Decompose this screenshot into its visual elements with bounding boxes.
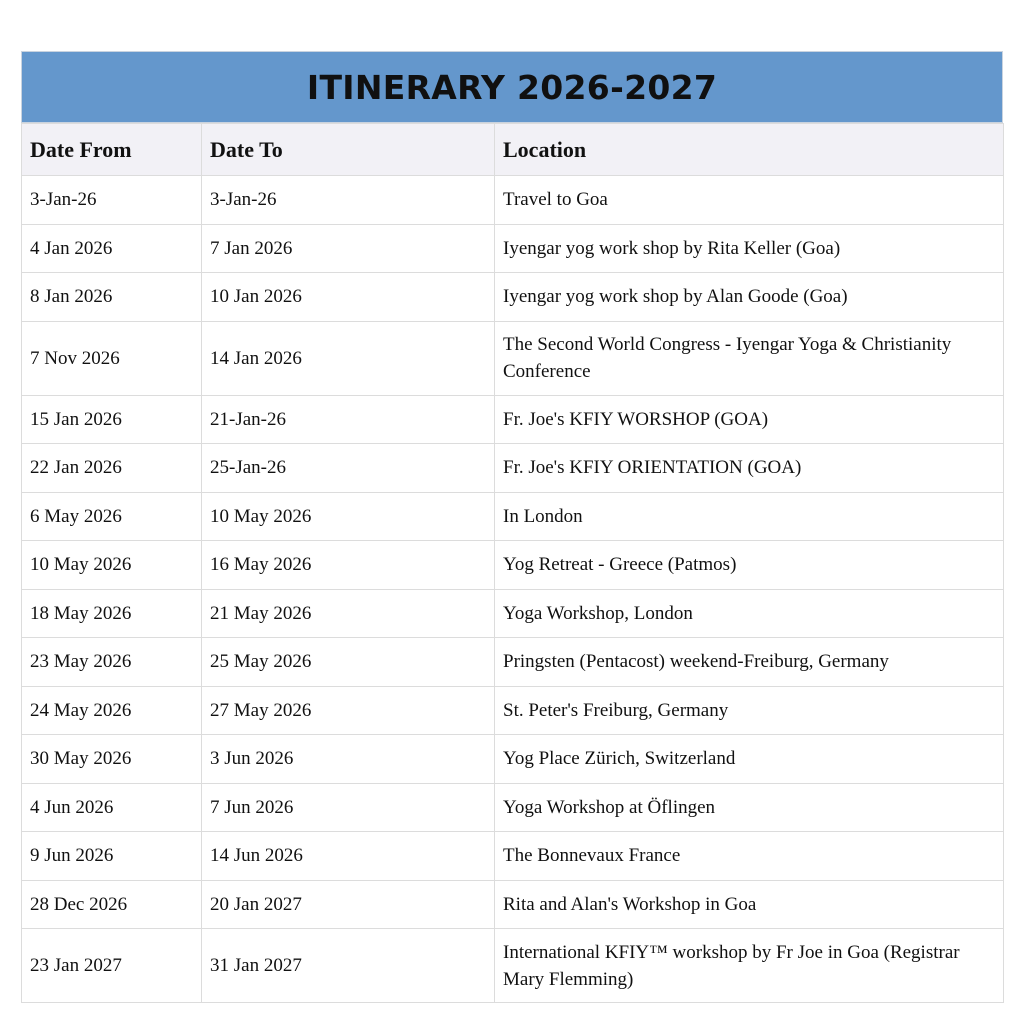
date-from-cell: 18 May 2026 (22, 589, 202, 638)
table-row (22, 783, 1004, 832)
date-from-cell: 8 Jan 2026 (22, 273, 202, 322)
date-from-cell: 4 Jan 2026 (22, 224, 202, 273)
date-from-cell: 23 May 2026 (22, 638, 202, 687)
location-cell: Travel to Goa (495, 176, 1004, 225)
location-cell: St. Peter's Freiburg, Germany (495, 686, 1004, 735)
column-header-location: Location (495, 124, 1004, 176)
table-row (22, 880, 1004, 929)
date-from-cell: 9 Jun 2026 (22, 832, 202, 881)
table-row (22, 224, 1004, 273)
location-cell: Yoga Workshop at Öflingen (495, 783, 1004, 832)
date-from-cell: 7 Nov 2026 (22, 321, 202, 395)
column-header-date-from: Date From (22, 124, 202, 176)
table-row (22, 541, 1004, 590)
table-row (22, 321, 1004, 395)
table-row (22, 589, 1004, 638)
location-cell: The Second World Congress - Iyengar Yoga & Christianity Conference (495, 321, 1004, 395)
date-to-cell: 14 Jan 2026 (202, 321, 495, 395)
date-from-cell: 24 May 2026 (22, 686, 202, 735)
date-to-cell: 31 Jan 2027 (202, 929, 495, 1003)
location-cell: Fr. Joe's KFIY WORSHOP (GOA) (495, 395, 1004, 444)
date-from-cell: 10 May 2026 (22, 541, 202, 590)
table-row (22, 273, 1004, 322)
table-row (22, 638, 1004, 687)
header-row (22, 124, 1004, 176)
date-from-cell: 22 Jan 2026 (22, 444, 202, 493)
date-from-cell: 4 Jun 2026 (22, 783, 202, 832)
page-title: ITINERARY 2026-2027 (306, 67, 718, 107)
location-cell: International KFIY™ workshop by Fr Joe in Goa (Registrar Mary Flemming) (495, 929, 1004, 1003)
date-to-cell: 21 May 2026 (202, 589, 495, 638)
title-banner (21, 51, 1003, 123)
date-to-cell: 20 Jan 2027 (202, 880, 495, 929)
date-from-cell: 15 Jan 2026 (22, 395, 202, 444)
location-cell: Yog Place Zürich, Switzerland (495, 735, 1004, 784)
table-row (22, 395, 1004, 444)
date-from-cell: 30 May 2026 (22, 735, 202, 784)
date-from-cell: 6 May 2026 (22, 492, 202, 541)
location-cell: Yog Retreat - Greece (Patmos) (495, 541, 1004, 590)
date-to-cell: 10 Jan 2026 (202, 273, 495, 322)
date-to-cell: 14 Jun 2026 (202, 832, 495, 881)
table-row (22, 929, 1004, 1003)
date-to-cell: 27 May 2026 (202, 686, 495, 735)
date-from-cell: 23 Jan 2027 (22, 929, 202, 1003)
location-cell: Iyengar yog work shop by Rita Keller (Goa) (495, 224, 1004, 273)
table-row (22, 492, 1004, 541)
location-cell: Iyengar yog work shop by Alan Goode (Goa) (495, 273, 1004, 322)
table-row (22, 176, 1004, 225)
location-cell: The Bonnevaux France (495, 832, 1004, 881)
location-cell: Rita and Alan's Workshop in Goa (495, 880, 1004, 929)
date-to-cell: 10 May 2026 (202, 492, 495, 541)
date-to-cell: 25 May 2026 (202, 638, 495, 687)
table-row (22, 735, 1004, 784)
date-to-cell: 3 Jun 2026 (202, 735, 495, 784)
itinerary-sheet (21, 51, 1003, 1003)
location-cell: In London (495, 492, 1004, 541)
date-to-cell: 7 Jan 2026 (202, 224, 495, 273)
date-to-cell: 16 May 2026 (202, 541, 495, 590)
itinerary-table (21, 123, 1004, 1003)
date-to-cell: 25-Jan-26 (202, 444, 495, 493)
location-cell: Pringsten (Pentacost) weekend-Freiburg, Germany (495, 638, 1004, 687)
date-from-cell: 28 Dec 2026 (22, 880, 202, 929)
date-to-cell: 3-Jan-26 (202, 176, 495, 225)
table-row (22, 444, 1004, 493)
date-to-cell: 21-Jan-26 (202, 395, 495, 444)
location-cell: Fr. Joe's KFIY ORIENTATION (GOA) (495, 444, 1004, 493)
date-from-cell: 3-Jan-26 (22, 176, 202, 225)
table-row (22, 686, 1004, 735)
date-to-cell: 7 Jun 2026 (202, 783, 495, 832)
location-cell: Yoga Workshop, London (495, 589, 1004, 638)
column-header-date-to: Date To (202, 124, 495, 176)
table-row (22, 832, 1004, 881)
